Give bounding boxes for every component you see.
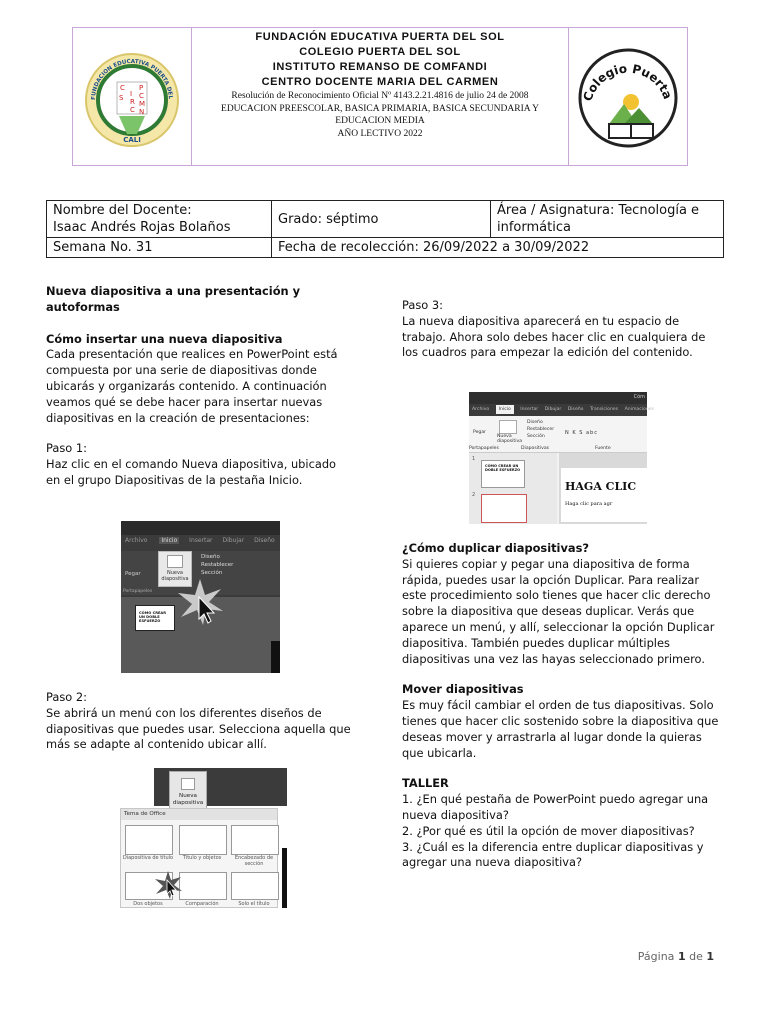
header-levels: EDUCACION PREESCOLAR, BASICA PRIMARIA, BASICA SECUNDARIA Y EDUCACION MEDIA <box>221 103 539 126</box>
ribbon-tab: Dibujar <box>544 407 562 412</box>
slide-thumbnail: CÓMO CREAR UN DOBLE ESFUERZO <box>481 460 525 488</box>
ribbon-tab: Insertar <box>189 537 213 544</box>
step1-text: Haz clic en el comando Nueva diapositiva, ubicado en el grupo Diapositivas de la pestaña Inicio. <box>46 457 337 487</box>
ribbon-tab: Archivo <box>472 407 490 412</box>
week-cell: Semana No. 31 <box>47 238 272 258</box>
slide-number: 1 <box>472 456 476 462</box>
slide-number: 2 <box>472 492 476 498</box>
right-logo-cell <box>568 28 687 165</box>
title-placeholder: HAGA CLIC <box>565 480 637 493</box>
logo-letter: M <box>139 100 146 108</box>
logo-letter: S <box>119 94 124 102</box>
move-title: Mover diapositivas <box>402 682 524 697</box>
intro-paragraph: Cada presentación que realices en PowerPoint está compuesta por una serie de diapositivas donde ubicarás y organizarás contenido. A continuación veamos qué se debe hacer para insertar nuevas diapositivas en la creación de presentaciones: <box>46 347 338 425</box>
ribbon-tab: Inicio <box>496 405 514 414</box>
header-text <box>191 30 569 140</box>
header-line: CENTRO DOCENTE MARIA DEL CARMEN <box>261 76 499 88</box>
workshop-title: TALLER <box>402 776 449 791</box>
ribbon-tab: Insertar <box>520 407 539 412</box>
logo-letter: P <box>139 84 144 92</box>
logo-city: CALI <box>123 136 141 144</box>
subject-cell: Área / Asignatura: Tecnología e informática <box>491 201 724 238</box>
window-title: Cóm <box>633 394 645 400</box>
group-label: Portapapeles <box>123 589 153 594</box>
section-title: Nueva diapositiva a una presentación y autoformas <box>46 284 301 314</box>
ribbon-tab: Archivo <box>125 537 148 544</box>
teacher-label: Nombre del Docente: <box>53 203 192 218</box>
ribbon-tab: Animaciones <box>624 407 654 412</box>
section-subtitle: Cómo insertar una nueva diapositiva <box>46 331 283 346</box>
logo-letter: N <box>139 108 145 116</box>
ribbon-tab: Diseño <box>567 407 584 412</box>
step1-label: Paso 1: <box>46 441 87 456</box>
header-line: COLEGIO PUERTA DEL SOL <box>299 46 461 58</box>
step2-label: Paso 2: <box>46 690 87 704</box>
header-year: AÑO LECTIVO 2022 <box>337 128 423 139</box>
page-total: 1 <box>706 950 714 963</box>
ribbon-tab: Transiciones <box>589 407 619 412</box>
teacher-name: Isaac Andrés Rojas Bolaños <box>53 220 231 235</box>
page-label: Página <box>637 950 675 963</box>
layout-label: Diapositiva de título <box>122 855 174 861</box>
left-logo-cell <box>73 28 192 165</box>
document-header <box>72 27 688 166</box>
header-line: INSTITUTO REMANSO DE COMFANDI <box>272 61 488 73</box>
grade-cell: Grado: séptimo <box>272 201 491 238</box>
right-column <box>402 541 724 871</box>
step3-text: La nueva diapositiva aparecerá en tu espacio de trabajo. Ahora solo debes hacer clic en cualquiera de los cuadros para empezar la edición del contenido. <box>402 313 706 360</box>
logo-letter: C <box>120 84 125 92</box>
screenshot-layout-menu <box>117 768 287 908</box>
page-number: 1 <box>677 950 686 963</box>
logo-letter: R <box>130 98 135 106</box>
new-slide-label: Nueva diapositiva <box>172 793 204 806</box>
layout-label: Solo el título <box>238 901 270 907</box>
duplicate-text: Si quieres copiar y pegar una diapositiva de forma rápida, puedes usar la opción Duplicar. Para realizar este procedimiento solo tienes que hacer clic derecho sobre la diapositiva que deseas duplicar. Verás que aparece un menú, y allí, seleccionar la opción Duplicar diapositiva. También puedes duplicar múltiples diapositivas una vez las hayas seleccionado primero. <box>402 556 715 666</box>
step2-text: Se abrirá un menú con los diferentes diseños de diapositivas que puedes usar. Selecciona aquella que más se adapte al contenido ubicar allí. <box>46 705 351 752</box>
ribbon-tab: Diseño <box>254 537 275 544</box>
menu-item: Restablecer <box>201 562 234 568</box>
ribbon-tab: Inicio <box>161 537 178 544</box>
click-burst-icon <box>175 577 225 627</box>
step3-block <box>402 298 720 361</box>
group-label: Fuente <box>595 446 611 451</box>
question: 1. ¿En qué pestaña de PowerPoint puedo agregar una nueva diapositiva? <box>402 792 709 822</box>
question: 3. ¿Cuál es la diferencia entre duplicar diapositivas y agregar una nueva diapositiva? <box>402 839 704 870</box>
layout-label: Encabezado de sección <box>234 855 274 867</box>
logo-letter: I <box>130 90 133 98</box>
logo-arc-text: FUNDACION EDUCATIVA PUERTA DEL <box>90 58 174 101</box>
slide-thumbnail: CÓMO CREAR UN DOBLE ESFUERZO <box>135 605 175 631</box>
move-text: Es muy fácil cambiar el orden de tus diapositivas. Solo tienes que hacer clic sostenido sobre la diapositiva que deseas mover y arrastrarla al lugar donde la quieras que ubicarla. <box>402 698 719 760</box>
info-table <box>46 200 724 258</box>
step2-block <box>46 690 351 753</box>
layout-label: Título y objetos <box>182 855 222 861</box>
teacher-cell <box>47 201 272 238</box>
logo-letter: C <box>130 106 135 114</box>
header-resolution: Resolución de Reconocimiento Oficial Nº 4143.2.21.4816 de julio 24 de 2008 <box>231 91 529 101</box>
menu-item: Sección <box>527 434 545 439</box>
duplicate-title: ¿Cómo duplicar diapositivas? <box>402 541 589 555</box>
fundacion-logo <box>73 28 191 165</box>
page-of: de <box>689 950 703 963</box>
header-line: FUNDACIÓN EDUCATIVA PUERTA DEL SOL <box>255 31 505 43</box>
colegio-logo <box>569 28 687 165</box>
step3-label: Paso 3: <box>402 298 443 312</box>
ribbon-tab: Dibujar <box>222 537 245 544</box>
menu-item: Diseño <box>527 420 543 425</box>
layout-label: Dos objetos <box>133 901 163 907</box>
date-cell: Fecha de recolección: 26/09/2022 a 30/09/2022 <box>272 238 724 258</box>
menu-item: Sección <box>201 570 223 576</box>
new-slide-label: Nueva diapositiva <box>497 434 523 444</box>
logo-letter: C <box>139 92 144 100</box>
theme-header: Tema de Office <box>121 809 277 820</box>
paste-label: Pegar <box>125 571 141 577</box>
new-slide-label: Nueva diapositiva <box>161 570 189 582</box>
screenshot-new-slide-added: Cóm Archivo Inicio Insertar Dibujar Diseño Transiciones Animaciones Pegar Nueva diapositiva Diseño Restablecer Sección N K S abc Portapapeles Diapositivas Fuente 1 CÓMO CREAR UN DOBLE ESFUERZO 2 HAGA CLIC Haga clic para agr <box>469 392 647 524</box>
click-burst-icon <box>153 870 183 900</box>
menu-item: Diseño <box>201 554 220 560</box>
menu-item: Restablecer <box>527 427 555 432</box>
group-label: Diapositivas <box>521 446 550 451</box>
left-column <box>46 284 346 489</box>
colegio-arc-text: Colegio Puerta <box>580 61 675 103</box>
question: 2. ¿Por qué es útil la opción de mover diapositivas? <box>402 823 695 838</box>
paste-label: Pegar <box>473 430 487 435</box>
layout-label: Comparación <box>185 901 219 907</box>
page-footer <box>638 950 714 963</box>
group-label: Portapapeles <box>469 446 499 451</box>
subtitle-placeholder: Haga clic para agr <box>565 501 613 507</box>
screenshot-new-slide <box>121 521 280 673</box>
